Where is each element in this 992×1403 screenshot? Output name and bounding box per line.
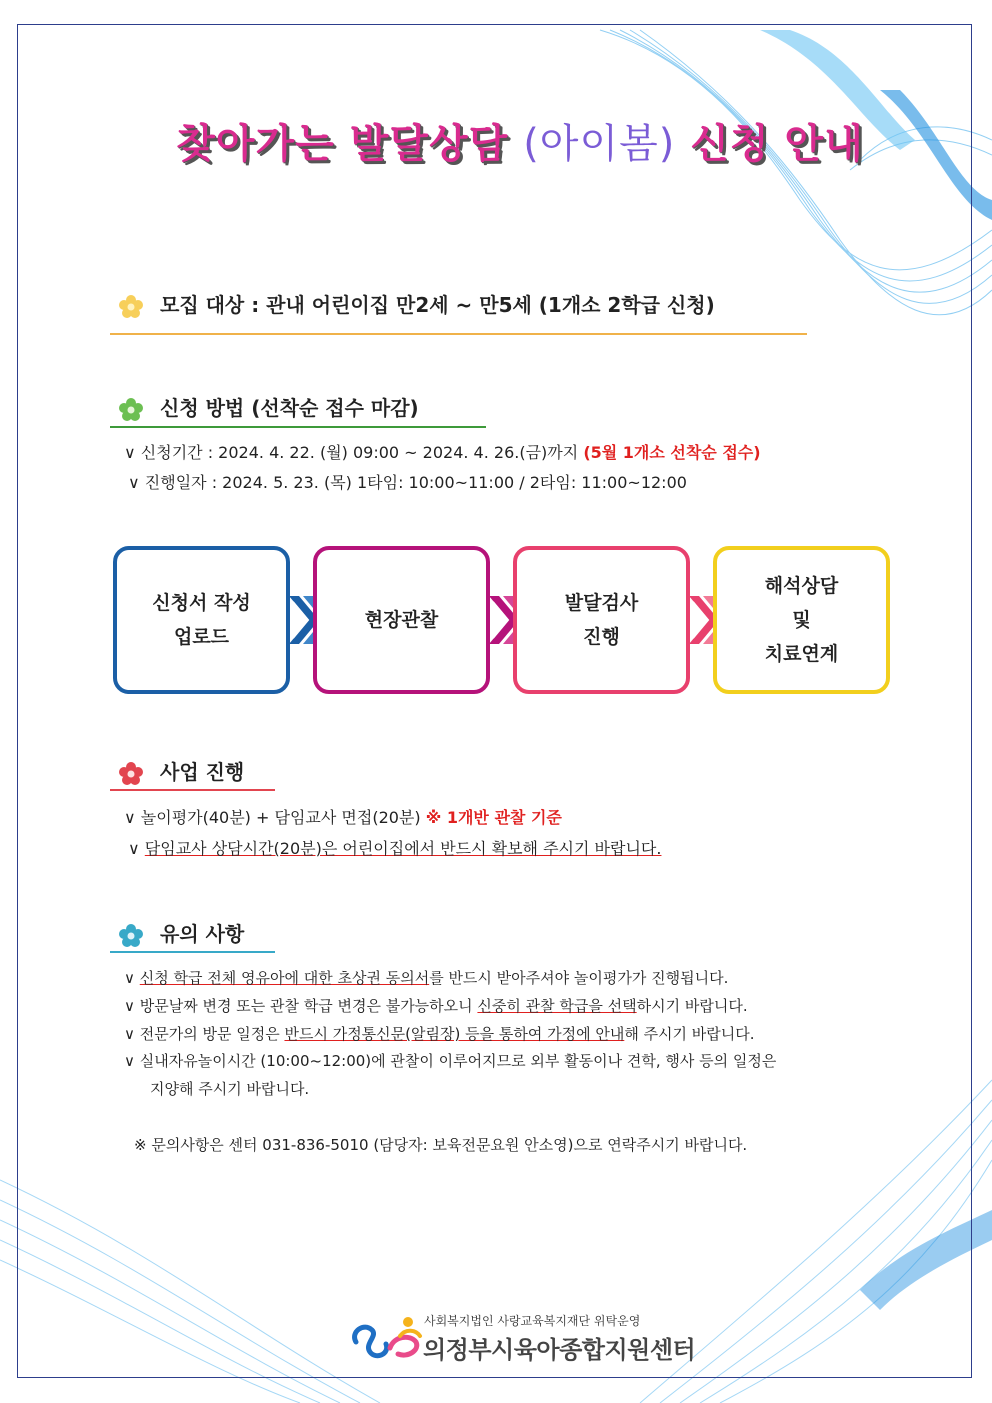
notes-section: [118, 918, 244, 949]
progress-underline: [110, 789, 275, 791]
notes-heading: 유의 사항: [160, 922, 245, 946]
notes-underline: [110, 951, 275, 953]
recruit-text: 모집 대상 : 관내 어린이집 만2세 ~ 만5세 (1개소 2학급 신청): [160, 293, 715, 317]
flower-icon: [118, 294, 144, 320]
apply-heading: 신청 방법 (선착순 접수 마감): [160, 396, 419, 420]
recruit-section: [118, 289, 715, 320]
center-logo-icon: [350, 1312, 424, 1362]
page-border: [17, 24, 972, 1378]
recruit-underline: [110, 333, 807, 335]
apply-underline: [110, 426, 486, 428]
apply-period-note: (5월 1개소 선착순 접수): [583, 443, 761, 462]
flower-icon: [118, 397, 144, 423]
footer-org-small: 사회복지법인 사랑교육복지재단 위탁운영: [424, 1314, 641, 1328]
apply-date: ∨ 진행일자 : 2024. 5. 23. (목) 1타임: 10:00~11:00 / 2타임: 11:00~12:00: [128, 473, 687, 492]
footer-org-name: 의정부시육아종합지원센터: [423, 1336, 696, 1364]
step-box-1: 신청서 작성 업로드: [113, 546, 290, 694]
flower-icon: [118, 923, 144, 949]
step-box-2: 현장관찰: [313, 546, 490, 694]
note-item-4-cont: 지양해 주시기 바랍니다.: [150, 1080, 310, 1098]
note-item-2: ∨ 방문날짜 변경 또는 관찰 학급 변경은 불가능하오니 신중히 관찰 학급을 선택하시기 바랍니다.: [124, 997, 748, 1015]
progress-heading: 사업 진행: [160, 760, 245, 784]
progress-item-2: ∨ 담임교사 상담시간(20분)은 어린이집에서 반드시 확보해 주시기 바랍니다.: [128, 839, 662, 858]
page-title: 찾아가는 발달상담 (아이봄) 신청 안내: [176, 121, 864, 167]
progress-item-1: ∨ 놀이평가(40분) + 담임교사 면접(20분) ※ 1개반 관찰 기준: [124, 808, 562, 827]
note-item-1: ∨ 신청 학급 전체 영유아에 대한 초상권 동의서를 반드시 받아주셔야 놀이평가가 진행됩니다.: [124, 969, 729, 987]
apply-section: [118, 392, 419, 423]
step-box-4: 해석상담 및 치료연계: [713, 546, 890, 694]
note-item-4: ∨ 실내자유놀이시간 (10:00~12:00)에 관찰이 이루어지므로 외부 활동이나 견학, 행사 등의 일정은: [124, 1052, 777, 1070]
progress-item-1-note: ※ 1개반 관찰 기준: [425, 808, 562, 827]
note-item-3: ∨ 전문가의 방문 일정은 반드시 가정통신문(알림장) 등을 통하여 가정에 안내해 주시기 바랍니다.: [124, 1025, 755, 1043]
contact-info: ※ 문의사항은 센터 031-836-5010 (담당자: 보육전문요원 안소영)으로 연락주시기 바랍니다.: [134, 1136, 748, 1154]
flower-icon: [118, 761, 144, 787]
progress-section: [118, 756, 244, 787]
apply-period: ∨ 신청기간 : 2024. 4. 22. (월) 09:00 ~ 2024. 4. 26.(금)까지 (5월 1개소 선착순 접수): [124, 443, 761, 462]
step-box-3: 발달검사 진행: [513, 546, 690, 694]
